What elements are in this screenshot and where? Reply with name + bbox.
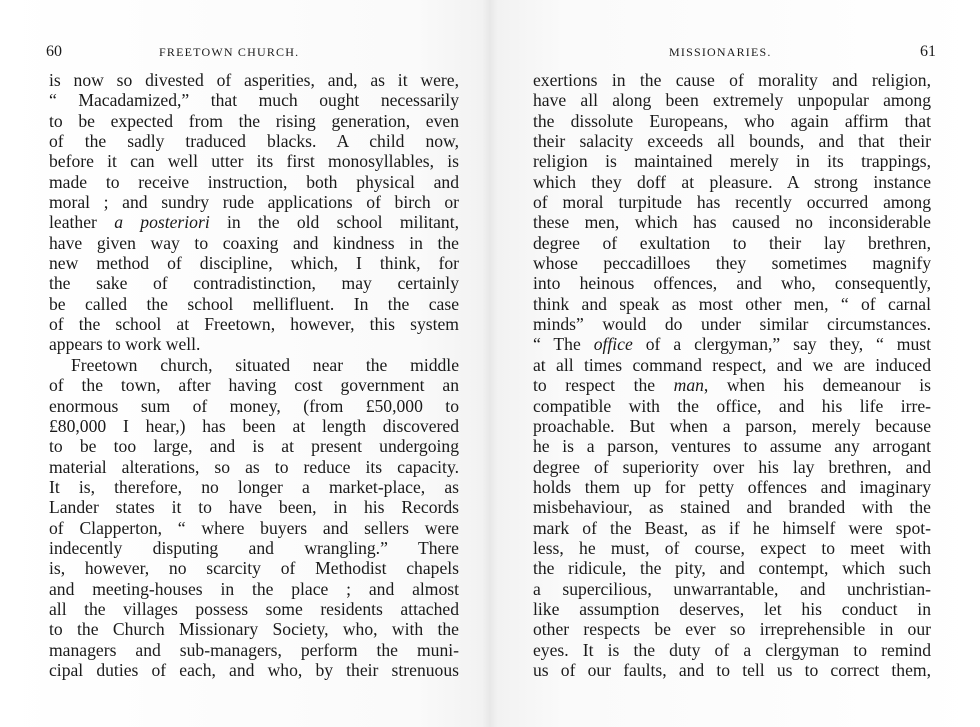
text-line: leather a posteriori in the old school militant, xyxy=(49,212,459,233)
text-line: appears to work well. xyxy=(49,334,201,355)
text-line: and meeting-houses in the place ; and almost xyxy=(49,578,459,599)
text-line: degree of superiority over his lay brethren, and xyxy=(533,456,931,477)
text-line: which they doff at pleasure. A strong instance xyxy=(533,171,931,192)
text-line: to respect the man, when his demeanour is xyxy=(533,375,931,396)
text-line: of Clapperton, “ where buyers and sellers were xyxy=(49,517,459,538)
text-line: Lander states it to have been, in his Records xyxy=(49,497,459,518)
text-line: £80,000 I hear,) has been at length discovered xyxy=(49,415,459,436)
text-line: enormous sum of money, (from £50,000 to xyxy=(49,395,459,416)
text-line: all the villages possess some residents attached xyxy=(49,598,459,619)
text-line: be called the school mellifluent. In the case xyxy=(49,293,459,314)
left-page-number: 60 xyxy=(46,43,62,60)
right-page xyxy=(490,0,980,727)
text-line: degree of exultation to their lay brethren, xyxy=(533,232,931,253)
text-line: before it can well utter its first monosyllables, is xyxy=(49,151,459,172)
right-page-header xyxy=(530,43,936,63)
text-line: like assumption deserves, let his conduct in xyxy=(533,598,931,619)
text-line: It is, therefore, no longer a market-place, as xyxy=(49,476,459,497)
text-line: have given way to coaxing and kindness in the xyxy=(49,232,459,253)
text-line: to be expected from the rising generation, even xyxy=(49,110,459,131)
text-line: their salacity exceeds all bounds, and that their xyxy=(533,131,931,152)
text-line: have all along been extremely unpopular among xyxy=(533,90,931,111)
text-line: other respects be ever so irreprehensible in our xyxy=(533,619,931,640)
text-line: think and speak as most other men, “ of carnal xyxy=(533,293,931,314)
text-line: new method of discipline, which, I think, for xyxy=(49,253,459,274)
text-line: compatible with the office, and his life irre- xyxy=(533,395,931,416)
text-line: mark of the Beast, as if he himself were spot- xyxy=(533,517,931,538)
text-line: these men, which has caused no inconsiderable xyxy=(533,212,931,233)
left-running-head: FREETOWN CHURCH. xyxy=(159,45,300,59)
text-line: whose peccadilloes they sometimes magnify xyxy=(533,253,931,274)
text-line: exertions in the cause of morality and religion, xyxy=(533,70,931,90)
left-page-header xyxy=(46,43,464,63)
text-line: the dissolute Europeans, who again affirm that xyxy=(533,110,931,131)
left-page-body xyxy=(49,70,459,680)
text-line: of the school at Freetown, however, this system xyxy=(49,314,459,335)
text-line: at all times command respect, and we are induced xyxy=(533,354,931,375)
text-line: Freetown church, situated near the middle xyxy=(71,354,459,375)
text-line: to the Church Missionary Society, who, with the xyxy=(49,619,459,640)
text-line: less, he must, of course, expect to meet with xyxy=(533,537,931,558)
book-gutter xyxy=(482,0,498,727)
text-line: misbehaviour, as stained and branded with the xyxy=(533,497,931,518)
text-line: minds” would do under similar circumstances. xyxy=(533,314,931,335)
text-line: into heinous offences, and who, consequently, xyxy=(533,273,931,294)
text-line: proachable. But when a parson, merely because xyxy=(533,415,931,436)
text-line: managers and sub-managers, perform the muni- xyxy=(49,639,459,660)
text-line: a supercilious, unwarrantable, and unchristian- xyxy=(533,578,931,599)
text-line: is, however, no scarcity of Methodist chapels xyxy=(49,558,459,579)
text-line: “ The office of a clergyman,” say they, “ must xyxy=(533,334,931,355)
right-running-head: MISSIONARIES. xyxy=(669,45,772,59)
text-line: the sake of contradistinction, may certainly xyxy=(49,273,459,294)
text-line: to be too large, and is at present undergoing xyxy=(49,436,459,457)
text-line: cipal duties of each, and who, by their strenuous xyxy=(49,659,459,680)
text-line: is now so divested of asperities, and, as it were, xyxy=(49,70,459,90)
text-line: holds them up for petty offences and imaginary xyxy=(533,476,931,497)
text-line: of the sadly traduced blacks. A child now, xyxy=(49,131,459,152)
text-line: made to receive instruction, both physical and xyxy=(49,171,459,192)
text-line: religion is maintained merely in its trappings, xyxy=(533,151,931,172)
text-line: of moral turpitude has recently occurred among xyxy=(533,192,931,213)
right-page-number: 61 xyxy=(920,43,936,60)
text-line: us of our faults, and to tell us to correct them, xyxy=(533,659,931,680)
text-line: “ Macadamized,” that much ought necessarily xyxy=(49,90,459,111)
right-page-body xyxy=(533,70,931,680)
text-line: indecently disputing and wrangling.” There xyxy=(49,537,459,558)
text-line: the ridicule, the pity, and contempt, which such xyxy=(533,558,931,579)
text-line: material alterations, so as to reduce its capacity. xyxy=(49,456,459,477)
text-line: of the town, after having cost government an xyxy=(49,375,459,396)
text-line: eyes. It is the duty of a clergyman to remind xyxy=(533,639,931,660)
text-line: moral ; and sundry rude applications of birch or xyxy=(49,192,459,213)
text-line: he is a parson, ventures to assume any arrogant xyxy=(533,436,931,457)
